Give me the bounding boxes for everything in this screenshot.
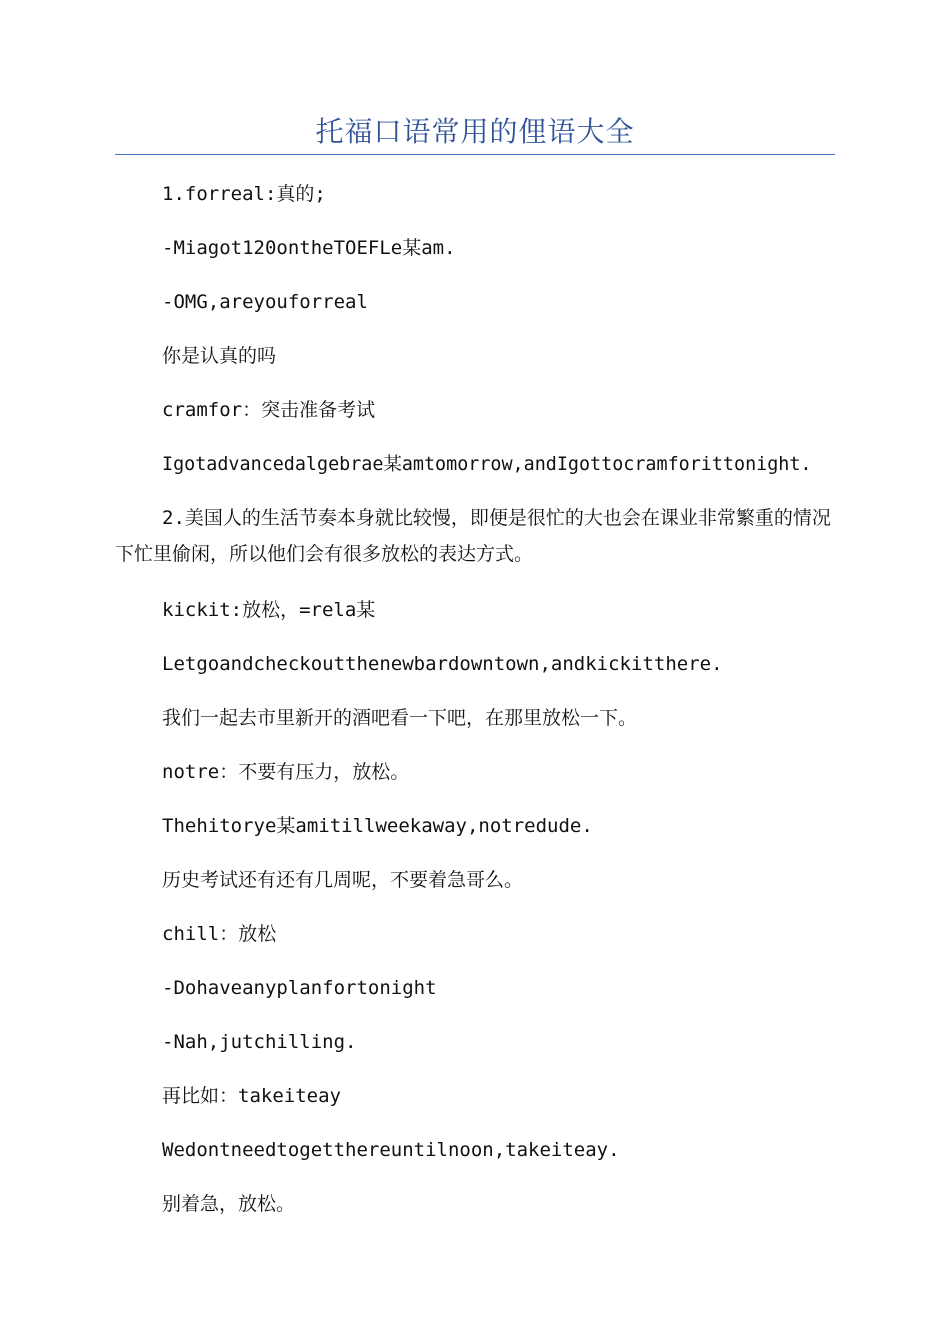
paragraph: 1.forreal:真的;	[162, 183, 326, 205]
document-title: 托福口语常用的俚语大全	[315, 115, 635, 148]
paragraph: cramfor：突击准备考试	[162, 399, 376, 421]
paragraph: notre：不要有压力，放松。	[162, 761, 410, 783]
paragraph: Thehitorye某amitillweekaway,notredude.	[162, 815, 593, 837]
paragraph: -Dohaveanyplanfortonight	[162, 977, 437, 999]
paragraph: chill：放松	[162, 923, 277, 945]
paragraph: 再比如：takeiteay	[162, 1085, 341, 1107]
paragraph: Igotadvancedalgebrae某amtomorrow,andIgottocramforittonight.	[162, 454, 812, 475]
paragraph: 2.美国人的生活节奏本身就比较慢，即便是很忙的大也会在课业非常繁重的情况下忙里偷闲，所以他们会有很多放松的表达方式。	[115, 507, 831, 565]
paragraph: -Miagot120ontheTOEFLe某am.	[162, 237, 456, 259]
paragraph: kickit:放松，=rela某	[162, 599, 376, 621]
paragraph: -OMG,areyouforreal	[162, 291, 368, 313]
paragraph: 你是认真的吗	[162, 345, 277, 367]
paragraph: -Nah,jutchilling.	[162, 1031, 357, 1053]
paragraph: 别着急，放松。	[162, 1193, 296, 1215]
title-underline	[115, 154, 835, 155]
paragraph: 历史考试还有还有几周呢，不要着急哥么。	[162, 869, 524, 891]
paragraph: Wedontneedtogetthereuntilnoon,takeiteay.	[162, 1139, 620, 1161]
paragraph: 我们一起去市里新开的酒吧看一下吧，在那里放松一下。	[162, 707, 638, 729]
paragraph: Letgoandcheckoutthenewbardowntown,andkickitthere.	[162, 653, 723, 675]
